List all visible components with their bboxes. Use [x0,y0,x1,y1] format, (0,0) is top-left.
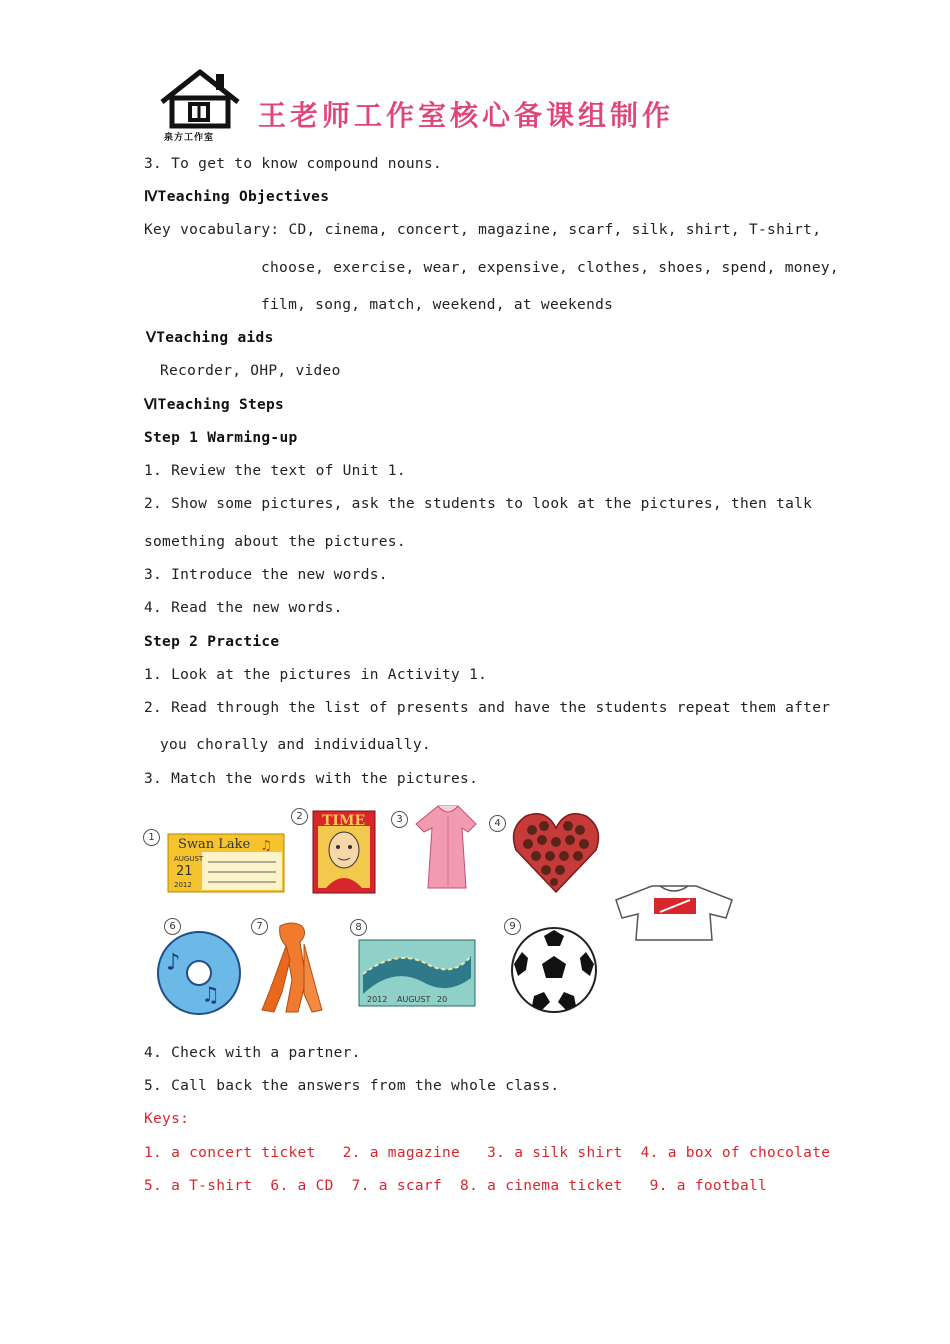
ticket-day: 20 [437,995,448,1004]
magazine-image [312,810,376,894]
picture-number: 4 [489,815,506,832]
picture-number: 1 [143,829,160,846]
step-heading: Step 2 Practice [144,634,280,650]
cd-image [156,930,242,1016]
text-line: 2. Read through the list of presents and have the students repeat them after [144,700,831,716]
text-line: 3. Introduce the new words. [144,567,388,583]
t-shirt-image [614,884,734,942]
text-line: something about the pictures. [144,534,406,550]
text-line: Recorder, OHP, video [160,363,341,379]
ticket-month: AUGUST [397,995,431,1004]
text-line: 3. Match the words with the pictures. [144,771,479,787]
text-line: film, song, match, weekend, at weekends [261,297,614,313]
concert-ticket-image [166,832,286,894]
text-line: 4. Check with a partner. [144,1045,361,1061]
section-heading: ⅤTeaching aids [146,330,274,346]
text-line: 1. Look at the pictures in Activity 1. [144,667,488,683]
header-banner: 王老师工作室核心备课组制作 [258,99,675,132]
text-line: Key vocabulary: CD, cinema, concert, magazine, scarf, silk, shirt, T-shirt, [144,222,822,238]
picture-number: 6 [164,918,181,935]
ticket-year: 2012 [367,995,388,1004]
text-line: 3. To get to know compound nouns. [144,156,442,172]
picture-number: 7 [251,918,268,935]
section-heading: ⅥTeaching Steps [144,397,285,413]
keys-line: 1. a concert ticket 2. a magazine 3. a silk shirt 4. a box of chocolate [144,1145,831,1161]
section-heading: ⅣTeaching Objectives [144,189,330,205]
scarf-image [256,920,326,1016]
ticket-year: 2012 [174,881,192,889]
keys-line: 5. a T-shirt 6. a CD 7. a scarf 8. a cinema ticket 9. a football [144,1178,768,1194]
text-line: 1. Review the text of Unit 1. [144,463,406,479]
keys-heading: Keys: [144,1111,190,1127]
magazine-title: TIME [322,813,366,829]
text-line: 5. Call back the answers from the whole class. [144,1078,560,1094]
text-line: choose, exercise, wear, expensive, clothes, shoes, spend, money, [261,260,839,276]
music-note-icon: ♫ [262,838,271,854]
text-line: 2. Show some pictures, ask the students to look at the pictures, then talk [144,496,813,512]
ticket-title: Swan Lake [178,837,251,852]
ticket-month: AUGUST [174,855,204,863]
picture-number: 8 [350,919,367,936]
silk-shirt-image [410,802,486,894]
cinema-ticket-image [357,938,477,1008]
picture-number: 3 [391,811,408,828]
football-image [510,926,598,1014]
picture-number: 2 [291,808,308,825]
chocolate-box-image [510,808,602,896]
step-heading: Step 1 Warming-up [144,430,298,446]
music-note-icon: ♫ [204,983,218,1008]
logo-caption: 泉方工作室 [164,133,215,143]
text-line: 4. Read the new words. [144,600,343,616]
page-header [158,68,798,146]
ticket-day: 21 [176,864,193,879]
music-note-icon: ♪ [166,948,181,976]
text-line: you chorally and individually. [160,737,431,753]
picture-number: 9 [504,918,521,935]
